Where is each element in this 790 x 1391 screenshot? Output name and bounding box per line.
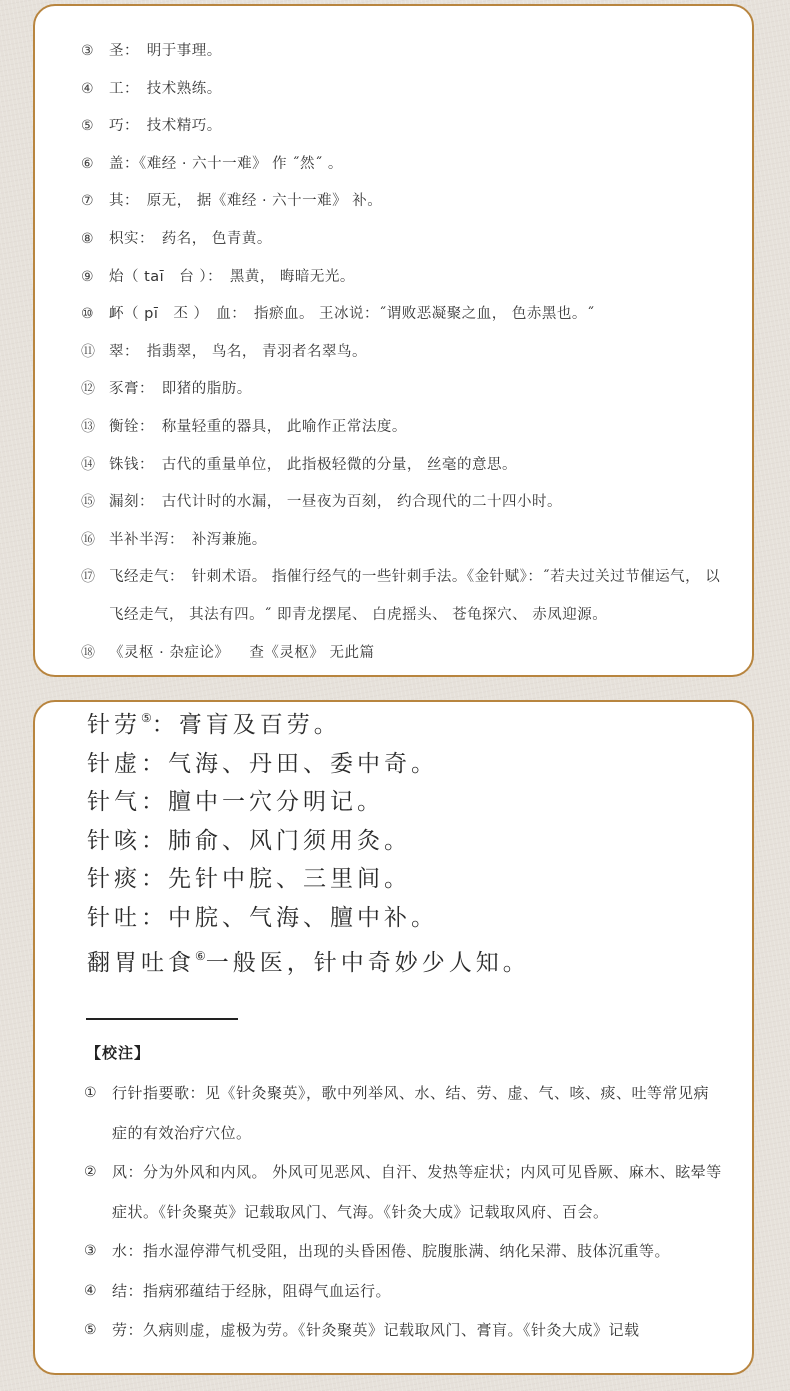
- footnote-ref: ⑤: [141, 711, 152, 725]
- annotation-text: 风：分为外风和内风。 外风可见恶风、自汗、发热等症状；内风可见昏厥、麻木、眩晕等症状。《针灸聚英》记载取风门、气海。《针灸大成》记载取风府、百会。: [112, 1163, 722, 1221]
- note-number: ⑪: [81, 343, 96, 360]
- note-text: 工： 技术熟练。: [109, 80, 222, 97]
- note-text: 铢钱： 古代的重量单位， 此指极轻微的分量， 丝毫的意思。: [109, 456, 517, 473]
- note-text: 衃（ pī 丕 ） 血： 指瘀血。 王冰说：˝谓败恶凝聚之血， 色赤黑也。˝: [109, 306, 595, 323]
- annotation-text: 行针指要歌：见《针灸聚英》，歌中列举风、水、结、劳、虚、气、咳、痰、吐等常见病症的有效治疗穴位。: [112, 1084, 710, 1142]
- note-text: 《灵枢 · 杂症论》 查《灵枢》 无此篇: [109, 644, 375, 661]
- note-number: ⑰: [81, 569, 96, 586]
- note-text: 圣： 明于事理。: [109, 43, 222, 59]
- note-text: 漏刻： 古代计时的水漏， 一昼夜为百刻， 约合现代的二十四小时。: [109, 494, 562, 511]
- section-title: 【校注】: [86, 1044, 151, 1062]
- note-number: ⑤: [81, 118, 95, 135]
- verse-text: 针痰：先针中脘、三里间。: [87, 866, 411, 892]
- verse-line: [87, 745, 722, 784]
- note-item: [81, 447, 722, 485]
- annotation-text: 劳：久病则虚，虚极为劳。《针灸聚英》记载取风门、膏肓。《针灸大成》记载: [112, 1321, 640, 1339]
- note-number: ⑱: [81, 644, 96, 661]
- annotation-number: ①: [84, 1085, 98, 1101]
- note-number: ⑩: [81, 306, 95, 323]
- note-item: [81, 371, 722, 409]
- annotation-item: [84, 1153, 722, 1232]
- verse-text: 针劳: [87, 712, 141, 738]
- annotation-list: [84, 1074, 722, 1351]
- note-item: [81, 221, 722, 259]
- note-item: [81, 484, 722, 522]
- footnote-ref: ⑥: [195, 949, 206, 963]
- verse-text: ：膏肓及百劳。: [151, 712, 341, 738]
- note-number: ⑧: [81, 230, 95, 247]
- note-number: ⑫: [81, 381, 96, 398]
- note-text: 枳实： 药名， 色青黄。: [109, 230, 272, 247]
- note-item: [81, 71, 722, 109]
- annotation-number: ⑤: [84, 1322, 98, 1338]
- note-number: ⑭: [81, 456, 96, 473]
- annotation-number: ②: [84, 1164, 98, 1180]
- note-item: [81, 259, 722, 297]
- note-text: 衡铨： 称量轻重的器具， 此喻作正常法度。: [109, 418, 407, 435]
- note-number: ⑥: [81, 155, 95, 172]
- verse-text: 针气：膻中一穴分明记。: [87, 789, 384, 815]
- verse-text: 针吐：中脘、气海、膻中补。: [87, 904, 438, 931]
- note-item: [81, 334, 722, 372]
- verse-text: 一般医，针中奇妙少人知。: [205, 950, 530, 976]
- annotation-item: [84, 1272, 722, 1312]
- annotation-item: [84, 1311, 722, 1351]
- note-item: [81, 146, 722, 184]
- annotation-text: 结：指病邪蕴结于经脉，阻碍气血运行。: [112, 1281, 392, 1300]
- annotation-text: 水：指水湿停滞气机受阻，出现的头昏困倦、脘腹胀满、纳化呆滞、肢体沉重等。: [112, 1242, 671, 1260]
- annotation-item: [84, 1232, 722, 1272]
- verse-line: [87, 899, 722, 938]
- note-text: 翠： 指翡翠， 鸟名， 青羽者名翠鸟。: [109, 343, 367, 360]
- annotation-card-top: [33, 4, 754, 677]
- note-number: ⑯: [81, 531, 96, 548]
- note-item: [81, 33, 722, 71]
- verse-text: 针咳：肺俞、风门须用灸。: [87, 827, 411, 854]
- note-text: 其： 原无， 据《难经 · 六十一难》 补。: [109, 193, 383, 210]
- verse-text: 针虚：气海、丹田、委中奇。: [87, 750, 438, 777]
- note-item: [81, 108, 722, 146]
- note-number: ⑦: [81, 193, 95, 210]
- annotation-number: ④: [84, 1282, 98, 1299]
- note-item: [81, 559, 722, 634]
- note-list: [81, 33, 722, 672]
- verse-line: [87, 822, 722, 861]
- verse-line: [87, 860, 722, 899]
- note-item: [81, 183, 722, 221]
- note-text: 豕膏： 即猪的脂肪。: [109, 381, 252, 398]
- verse-line: [87, 700, 722, 745]
- note-number: ⑬: [81, 418, 96, 435]
- footnote-divider: [86, 1018, 238, 1020]
- note-item: [81, 522, 722, 560]
- note-text: 飞经走气： 针刺术语。 指催行经气的一些针刺手法。《金针赋》：˝若夫过关过节催运气， 以飞经走气， 其法有四。˝ 即青龙摆尾、 白虎摇头、 苍龟探穴、 赤凤迎源。: [109, 569, 721, 623]
- verse-text: 翻胃吐食: [87, 950, 195, 976]
- verse-line: [87, 783, 722, 822]
- note-text: 巧： 技术精巧。: [109, 118, 222, 135]
- note-item: [81, 296, 722, 334]
- note-number: ⑮: [81, 494, 96, 511]
- note-text: 半补半泻： 补泻兼施。: [109, 531, 267, 548]
- annotation-number: ③: [84, 1243, 98, 1259]
- note-item: [81, 635, 722, 673]
- note-number: ⑨: [81, 268, 95, 285]
- note-text: 盖：《难经 · 六十一难》 作 ˝然˝ 。: [109, 155, 343, 172]
- note-text: 炲（ taī 台 ）： 黑黄， 晦暗无光。: [109, 268, 355, 285]
- verse-card-bottom: [33, 700, 754, 1375]
- note-number: ④: [81, 80, 95, 97]
- annotation-item: [84, 1074, 722, 1153]
- note-number: ③: [81, 43, 95, 59]
- verse-block: [87, 700, 722, 983]
- verse-line: [87, 937, 722, 983]
- note-item: [81, 409, 722, 447]
